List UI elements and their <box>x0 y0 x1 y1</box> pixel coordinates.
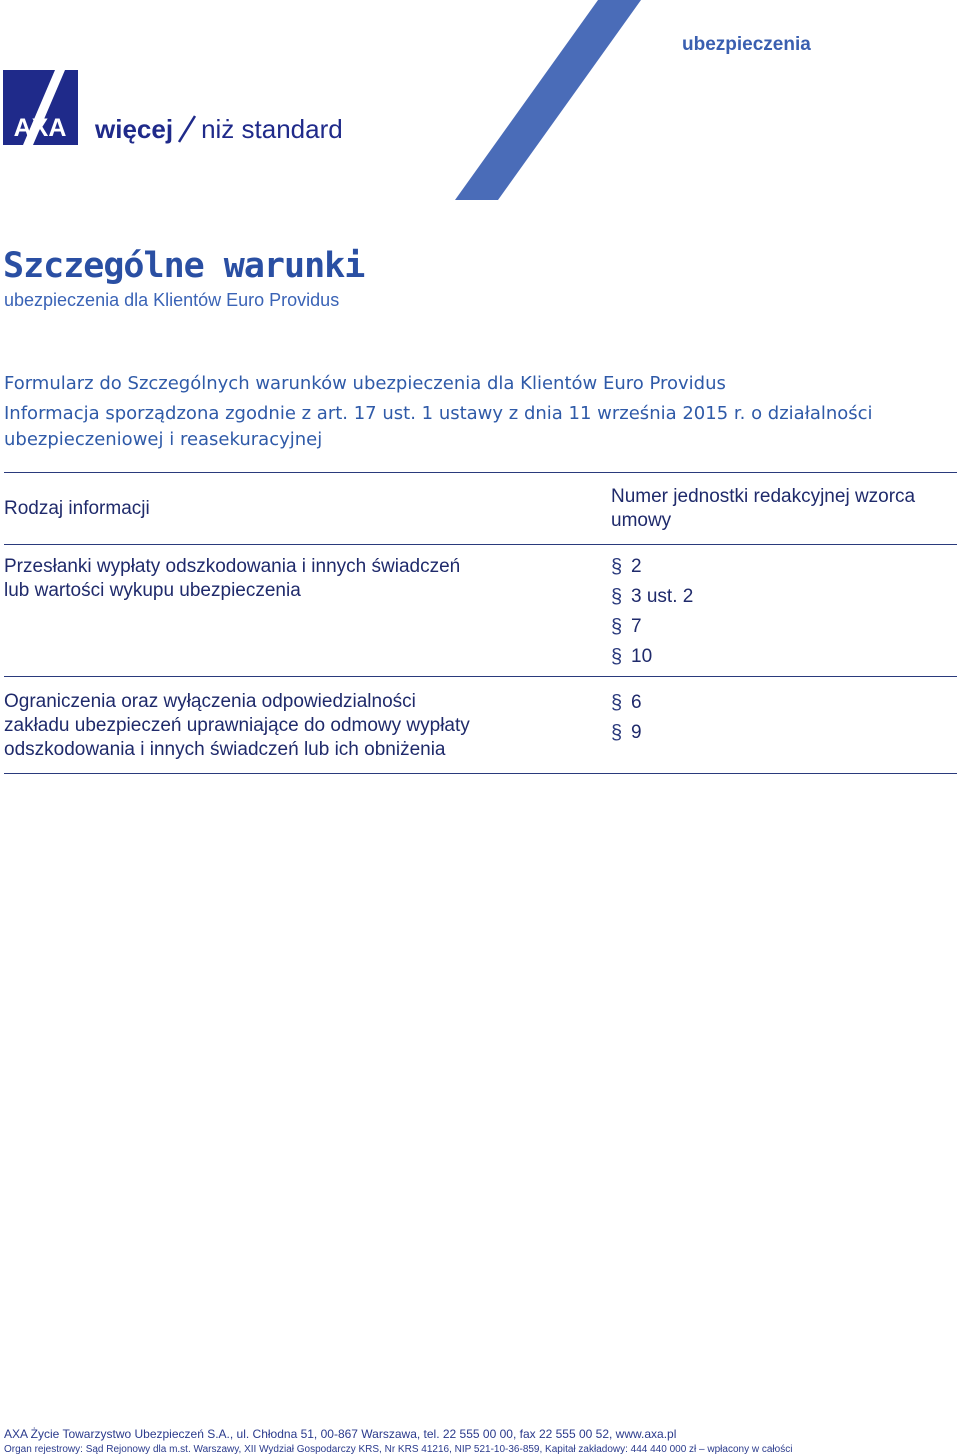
paragraph-ref: § 2 <box>611 552 693 582</box>
row-2-info-line-3: odszkodowania i innych świadczeń lub ich obniżenia <box>4 739 446 760</box>
section-sign-icon: § <box>611 586 623 608</box>
section-sign-icon: § <box>611 556 623 578</box>
row-2-info-line-2: zakładu ubezpieczeń uprawniające do odmowy wypłaty <box>4 715 470 736</box>
table-row-2-info <box>4 690 470 762</box>
section-sign-icon: § <box>611 692 623 714</box>
paragraph-ref: § 7 <box>611 612 693 642</box>
brand-tagline <box>95 114 343 145</box>
table-row-rule <box>4 676 957 677</box>
footer-registry-info: Organ rejestrowy: Sąd Rejonowy dla m.st. Warszawy, XII Wydział Gospodarczy KRS, Nr KRS 41216, NIP 521-10-36-859, Kapitał zakładowy: 444 440 000 zł – wpłacony w całości <box>4 1444 793 1455</box>
table-header-unit <box>611 485 915 533</box>
table-row-1-info <box>4 555 460 603</box>
axa-logo <box>3 70 78 145</box>
section-sign-icon: § <box>611 616 623 638</box>
svg-text:AXA: AXA <box>13 114 67 142</box>
table-header-unit-line-1: Numer jednostki redakcyjnej wzorca <box>611 486 916 507</box>
paragraph-ref: § 10 <box>611 642 693 672</box>
table-header-unit-line-2: umowy <box>611 510 672 531</box>
category-tag: ubezpieczenia <box>682 34 811 55</box>
table-header-info: Rodzaj informacji <box>4 498 150 519</box>
row-1-info-line-1: Przesłanki wypłaty odszkodowania i innych świadczeń <box>4 556 461 577</box>
paragraph-ref: § 3 ust. 2 <box>611 582 693 612</box>
table-row-1-paragraphs <box>611 552 693 672</box>
intro-line-2: Informacja sporządzona zgodnie z art. 17 ust. 1 ustawy z dnia 11 września 2015 r. o działalności <box>4 403 873 424</box>
intro-line-1: Formularz do Szczególnych warunków ubezpieczenia dla Klientów Euro Providus <box>4 373 726 394</box>
intro-line-3: ubezpieczeniowej i reasekuracyjnej <box>4 429 323 450</box>
paragraph-ref: § 9 <box>611 718 642 748</box>
page-subtitle: ubezpieczenia dla Klientów Euro Providus <box>4 290 340 310</box>
footer-company-info: AXA Życie Towarzystwo Ubezpieczeń S.A., ul. Chłodna 51, 00-867 Warszawa, tel. 22 555 00 00, fax 22 555 00 52, www.axa.pl <box>4 1427 677 1441</box>
decorative-diagonal-stripe <box>455 0 641 200</box>
row-2-info-line-1: Ograniczenia oraz wyłączenia odpowiedzialności <box>4 691 416 712</box>
section-sign-icon: § <box>611 646 623 668</box>
row-1-info-line-2: lub wartości wykupu ubezpieczenia <box>4 580 301 601</box>
page-title: Szczególne warunki <box>3 246 365 286</box>
tagline-rest: niż standard <box>201 114 343 144</box>
table-header-rule <box>4 544 957 545</box>
section-sign-icon: § <box>611 722 623 744</box>
table-row-2-paragraphs <box>611 688 642 748</box>
paragraph-ref: § 6 <box>611 688 642 718</box>
table-top-rule <box>4 472 957 473</box>
tagline-bold: więcej <box>95 114 174 144</box>
slash-icon <box>175 115 199 143</box>
table-bottom-rule <box>4 773 957 774</box>
